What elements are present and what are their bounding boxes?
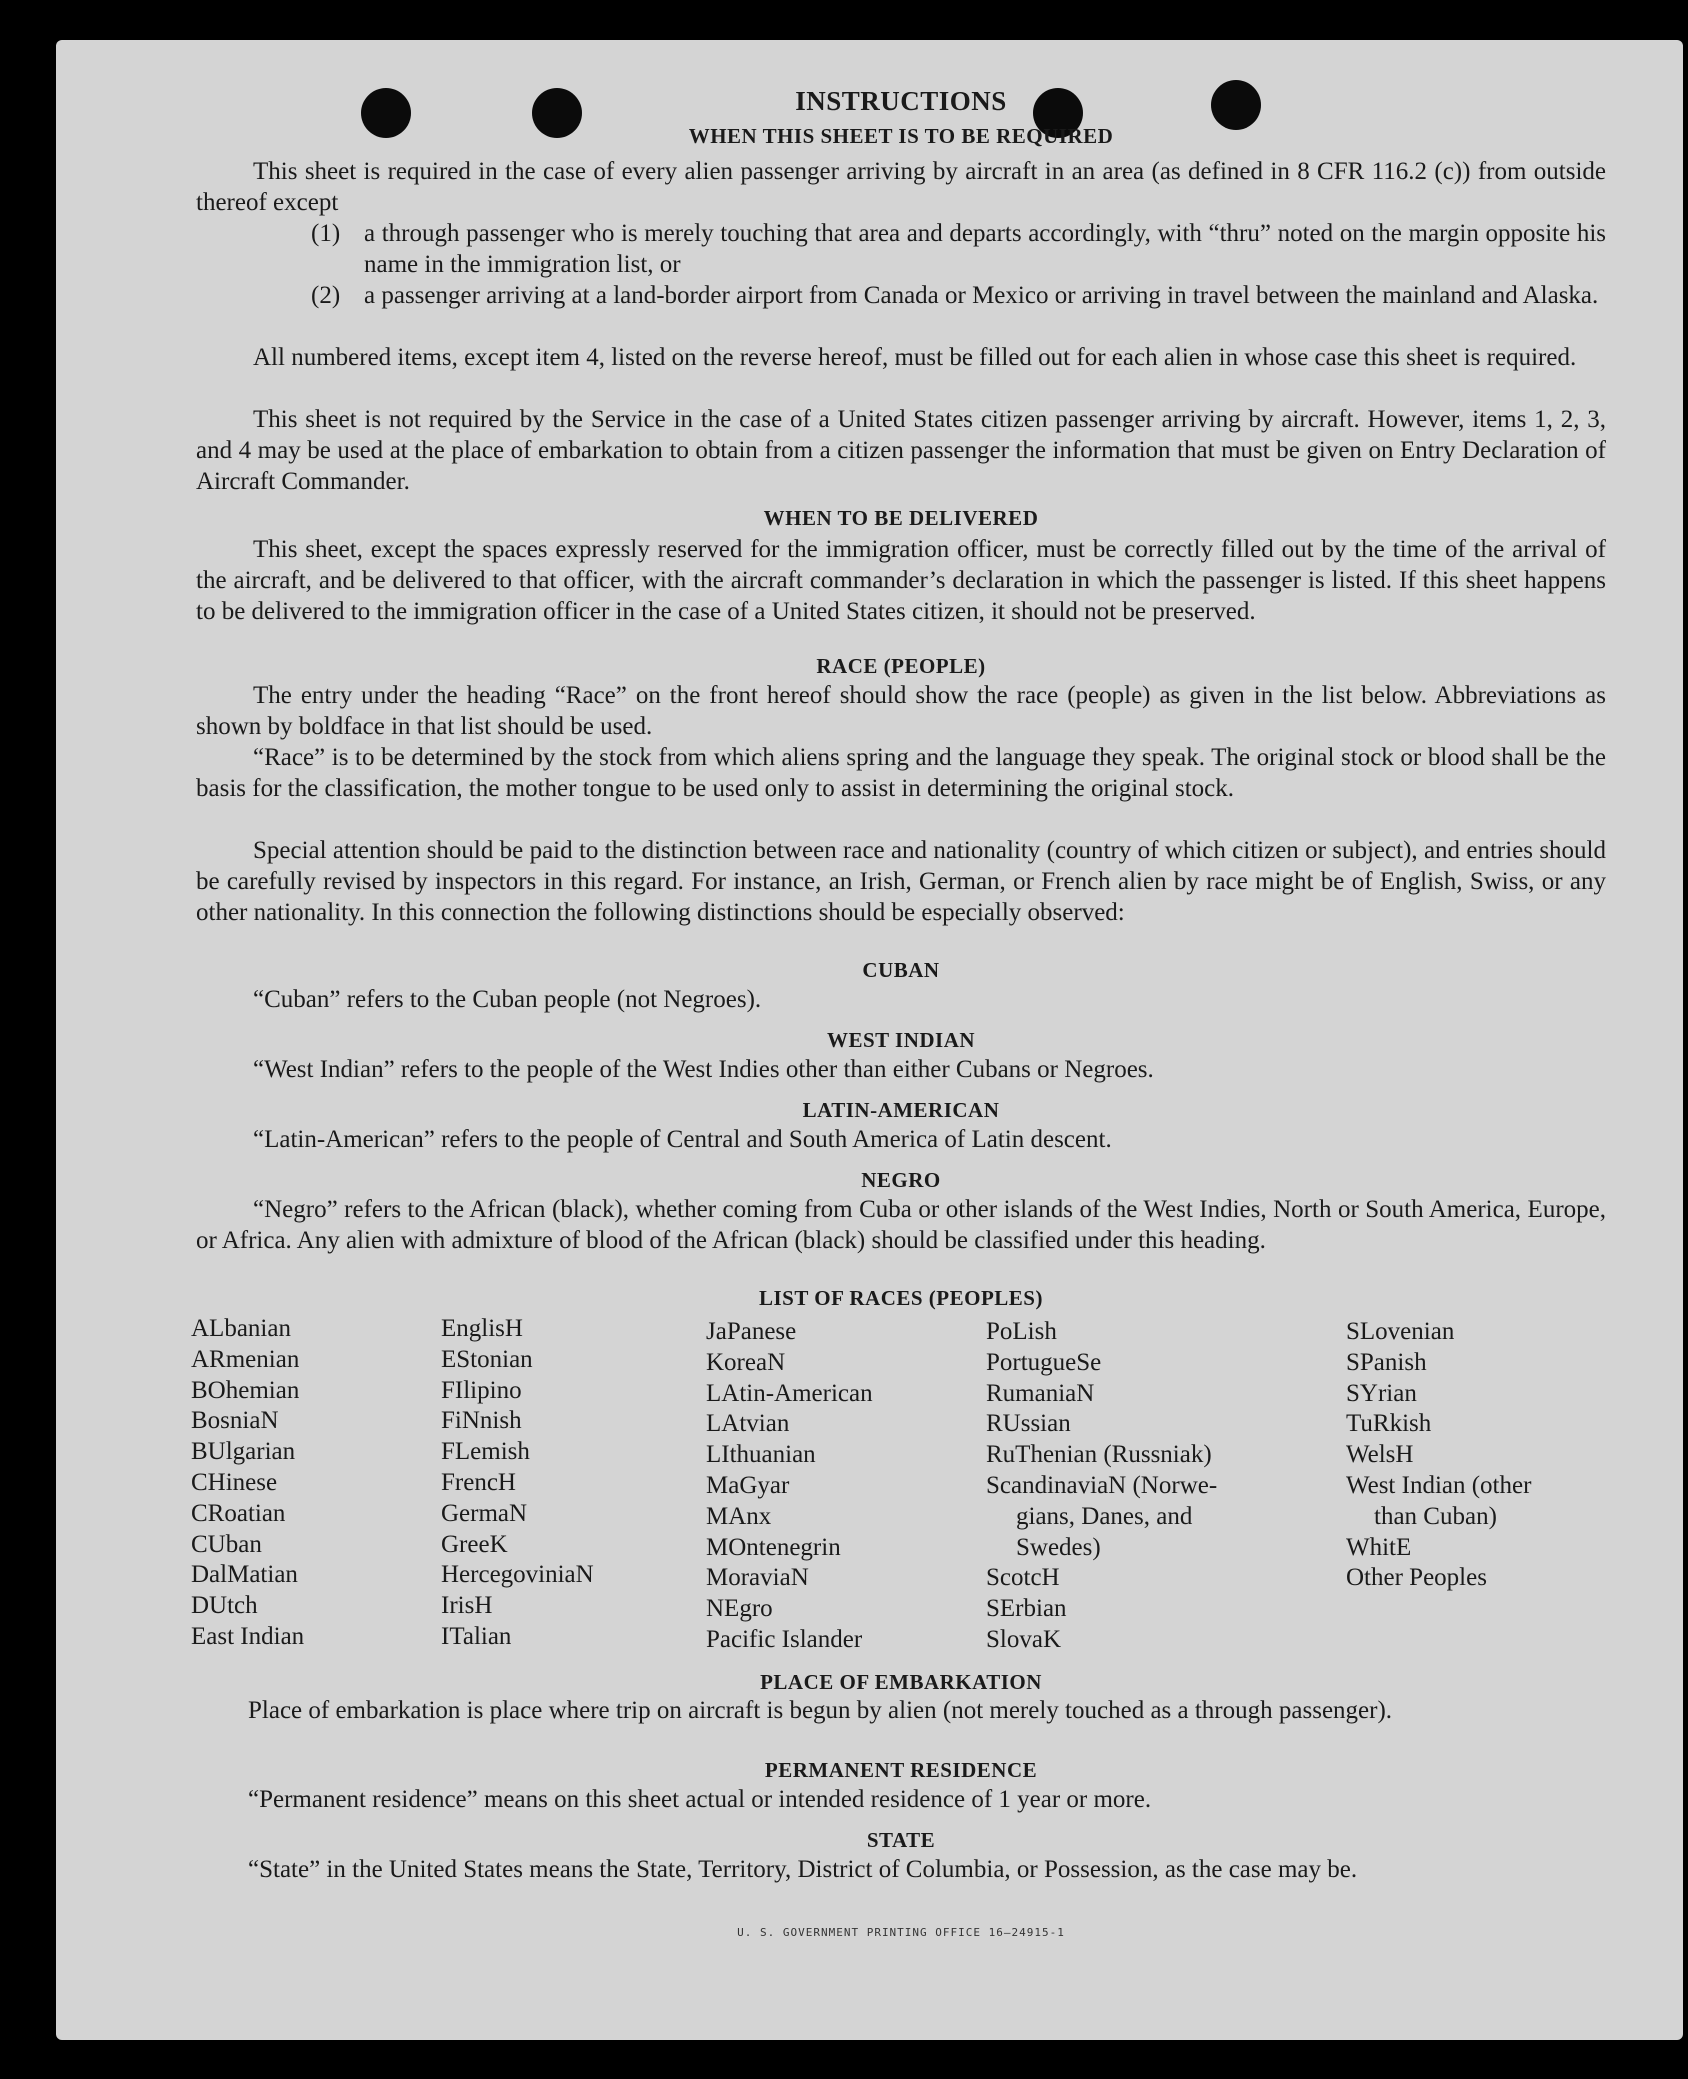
race-entry: ALbanian: [191, 1315, 291, 1342]
race-entry: ScandinaviaN (Norwe-: [986, 1471, 1218, 1499]
race-entry: CRoatian: [191, 1499, 286, 1527]
race-entry: than Cuban): [1374, 1502, 1497, 1530]
race-entry: East Indian: [191, 1622, 305, 1650]
heading-west-indian: WEST INDIAN: [826, 1028, 976, 1052]
race-entry: LAtvian: [706, 1410, 790, 1438]
paragraph: This sheet is required in the case of every alien passenger arriving by aircraft in an area (as defined in 8 CFR 116.2 (c)) from outside thereof except: [196, 158, 1606, 216]
item-text: a through passenger who is merely touching that area and departs accordingly, with “thru” noted on the margin opposite his name in the immigration list, or: [364, 220, 1606, 278]
heading-permanent-residence: PERMANENT RESIDENCE: [764, 1758, 1038, 1782]
race-entry: MOntenegrin: [706, 1533, 841, 1561]
race-entry: WelsH: [1346, 1441, 1414, 1469]
race-entry: gians, Danes, and: [1016, 1502, 1193, 1530]
race-entry: ARmenian: [191, 1345, 300, 1373]
race-entry: MAnx: [706, 1502, 772, 1530]
printer-imprint: U. S. GOVERNMENT PRINTING OFFICE 16—24915-1: [737, 1926, 1065, 1939]
paragraph: All numbered items, except item 4, listed on the reverse hereof, must be filled out for each alien in whose case this sheet is required.: [253, 344, 1577, 371]
heading-negro: NEGRO: [861, 1168, 941, 1192]
document-sheet: [56, 40, 1683, 2040]
race-entry: KoreaN: [706, 1348, 786, 1376]
race-entry: RumaniaN: [986, 1379, 1095, 1407]
race-entry: RUssian: [986, 1410, 1071, 1438]
heading-cuban: CUBAN: [862, 958, 940, 982]
race-entry: LIthuanian: [706, 1441, 816, 1469]
race-entry: NEgro: [706, 1595, 773, 1623]
race-entry: ScotcH: [986, 1564, 1060, 1592]
race-entry: FIlipino: [441, 1376, 522, 1404]
race-entry: West Indian (other: [1346, 1471, 1532, 1499]
race-entry: SYrian: [1346, 1379, 1417, 1407]
race-entry: JaPanese: [706, 1318, 797, 1345]
race-entry: Pacific Islander: [706, 1625, 863, 1653]
paragraph: “Permanent residence” means on this sheet actual or intended residence of 1 year or more.: [248, 1786, 1152, 1813]
race-entry: TuRkish: [1346, 1410, 1432, 1438]
item-number: (1): [311, 220, 341, 247]
heading-when-required: WHEN THIS SHEET IS TO BE REQUIRED: [688, 124, 1114, 148]
page-title: INSTRUCTIONS: [795, 86, 1007, 116]
race-entry: MaGyar: [706, 1471, 790, 1499]
heading-state: STATE: [866, 1828, 936, 1852]
race-column: [191, 1314, 304, 1653]
paragraph: “Race” is to be determined by the stock from which aliens spring and the language they speak. The original stock or blood shall be the basis for the classification, the mother tongue to be used only to assist in determining the original stock.: [196, 744, 1606, 802]
heading-place-of-embarkation: PLACE OF EMBARKATION: [760, 1670, 1042, 1694]
race-entry: SLovenian: [1346, 1318, 1455, 1345]
race-entry: FrencH: [441, 1468, 516, 1496]
race-entry: SPanish: [1346, 1348, 1427, 1376]
race-column: [986, 1317, 1217, 1656]
race-entry: BOhemian: [191, 1376, 300, 1404]
heading-latin-american: LATIN-AMERICAN: [802, 1098, 1000, 1122]
race-entry: SErbian: [986, 1595, 1067, 1623]
race-entry: FLemish: [441, 1438, 530, 1466]
item-text: a passenger arriving at a land-border airport from Canada or Mexico or arriving in travel between the mainland and Alaska.: [364, 282, 1599, 309]
paragraph: The entry under the heading “Race” on the front hereof should show the race (people) as given in the list below. Abbreviations as shown by boldface in that list should be used.: [196, 682, 1606, 740]
race-entry: GreeK: [441, 1530, 508, 1558]
race-entry: DalMatian: [191, 1561, 298, 1589]
race-entry: FiNnish: [441, 1407, 522, 1435]
race-entry: EStonian: [441, 1345, 533, 1373]
race-entry: CUban: [191, 1530, 262, 1558]
race-entry: DUtch: [191, 1592, 258, 1620]
race-entry: LAtin-American: [706, 1379, 873, 1407]
race-entry: ITalian: [441, 1622, 512, 1650]
race-column: [441, 1314, 594, 1653]
item-number: (2): [311, 282, 341, 309]
race-entry: EnglisH: [441, 1315, 523, 1342]
race-column: [706, 1317, 873, 1656]
race-entry: HercegoviniaN: [441, 1561, 594, 1589]
paragraph: This sheet, except the spaces expressly reserved for the immigration officer, must be correctly filled out by the time of the arrival of the aircraft, and be delivered to that officer, with the aircraft commander’s declaration in which the passenger is listed. If this sheet happens to be delivered to the immigration officer in the case of a United States citizen, it should not be preserved.: [196, 536, 1606, 625]
heading-race: RACE (PEOPLE): [816, 654, 986, 678]
list-item: [311, 218, 1606, 280]
race-entry: Other Peoples: [1346, 1564, 1487, 1592]
race-entry: GermaN: [441, 1499, 528, 1527]
race-entry: PoLish: [986, 1318, 1057, 1345]
paragraph: Place of embarkation is place where trip on aircraft is begun by alien (not merely touched as a through passenger).: [248, 1697, 1393, 1724]
paragraph: “Cuban” refers to the Cuban people (not Negroes).: [253, 986, 762, 1013]
paragraph: “Latin-American” refers to the people of Central and South America of Latin descent.: [253, 1126, 1112, 1153]
race-entry: CHinese: [191, 1468, 278, 1496]
race-entry: RuThenian (Russniak): [986, 1441, 1212, 1469]
race-entry: BUlgarian: [191, 1438, 296, 1466]
race-entry: MoraviaN: [706, 1564, 809, 1592]
paragraph: This sheet is not required by the Service in the case of a United States citizen passenger arriving by aircraft. However, items 1, 2, 3, and 4 may be used at the place of embarkation to obtain from a citizen passenger the information that must be given on Entry Declaration of Aircraft Commander.: [196, 406, 1606, 495]
race-entry: SlovaK: [986, 1625, 1061, 1653]
paragraph: “West Indian” refers to the people of the West Indies other than either Cubans or Negroes.: [253, 1056, 1154, 1083]
race-entry: BosniaN: [191, 1407, 279, 1435]
paragraph: “State” in the United States means the State, Territory, District of Columbia, or Possession, as the case may be.: [248, 1856, 1358, 1883]
heading-when-delivered: WHEN TO BE DELIVERED: [763, 506, 1039, 530]
paragraph: “Negro” refers to the African (black), whether coming from Cuba or other islands of the West Indies, North or South America, Europe, or Africa. Any alien with admixture of blood of the African (black) should be classified under this heading.: [196, 1196, 1606, 1254]
race-entry: PortugueSe: [986, 1348, 1102, 1376]
race-column: [1346, 1317, 1531, 1594]
list-item: [311, 280, 1606, 311]
race-entry: Swedes): [1016, 1533, 1101, 1561]
paragraph: Special attention should be paid to the distinction between race and nationality (country of which citizen or subject), and entries should be carefully revised by inspectors in this regard. For instance, an Irish, German, or French alien by race might be of English, Swiss, or any other nationality. In this connection the following distinctions should be especially observed:: [196, 837, 1606, 926]
heading-list-of-races: LIST OF RACES (PEOPLES): [759, 1286, 1043, 1310]
race-entry: WhitE: [1346, 1533, 1412, 1561]
race-entry: IrisH: [441, 1592, 493, 1620]
